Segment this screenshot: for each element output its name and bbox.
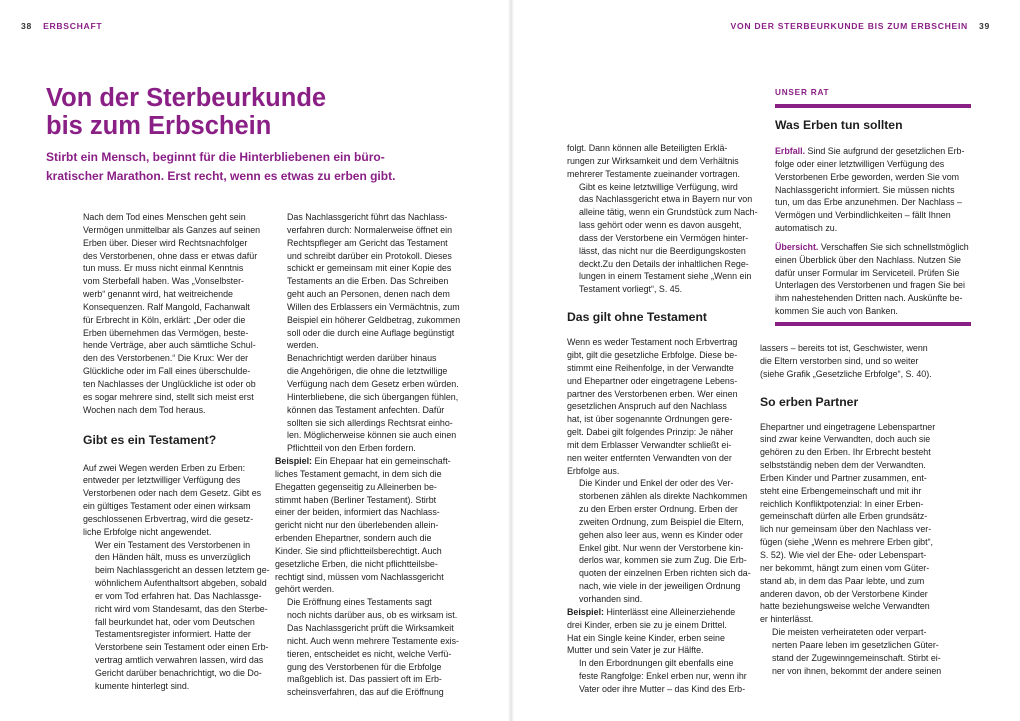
text-line: liches Testament gemacht, in dem sich die bbox=[275, 468, 442, 479]
text-line: feste Rangfolge: Enkel erben nur, wenn ihr bbox=[579, 671, 747, 682]
text-line: Testaments an die Erben. Das Schreiben bbox=[287, 276, 449, 287]
text-line: und Ehepartner oder eingetragene Lebens- bbox=[567, 375, 738, 386]
text-line: tieren, entscheidet es nicht, welche Verfü- bbox=[287, 648, 452, 659]
tip-item-term: Erbfall. bbox=[775, 146, 806, 156]
text-line: Konsequenzen. Ralf Mangold, Fachanwalt bbox=[83, 301, 250, 312]
text-line: nen weiter entfernten Verwandten von der bbox=[567, 452, 732, 463]
example-lines bbox=[275, 468, 455, 596]
body-paragraph bbox=[275, 211, 461, 352]
text-line: In den Erbordnungen gilt ebenfalls eine bbox=[579, 658, 734, 669]
text-line: Enkel gibt. Nur wenn der Verstorbene kin- bbox=[579, 542, 744, 553]
lead-line: kratischer Marathon. Erst recht, wenn es etwas zu erben gibt. bbox=[46, 168, 396, 183]
text-line: Beispiel ein höherer Geldbetrag, zukommen bbox=[287, 314, 461, 325]
text-line: wöhnlichem Aufenthaltsort abgeben, sobald bbox=[95, 578, 267, 589]
body-paragraph bbox=[760, 626, 955, 677]
section-heading: So erben Partner bbox=[760, 394, 859, 409]
text-line: einer der beiden, informiert das Nachlass- bbox=[275, 507, 440, 518]
tip-item-text: Sind Sie aufgrund der gesetzlichen Erb- bbox=[805, 146, 965, 156]
body-paragraph bbox=[567, 657, 747, 696]
text-line: tun, um das Erbe anzunehmen. Der Nachlass – bbox=[775, 197, 962, 208]
text-line: partner des Verstorbenen erben. Wer einen bbox=[567, 388, 738, 399]
text-line: es sogar mehrere sind, stellt sich meist erst bbox=[83, 391, 254, 402]
body-paragraph bbox=[275, 596, 459, 699]
text-line: beim Nachlassgericht an dessen letztem ge- bbox=[95, 565, 270, 576]
text-line: fügen (siehe „Wenn es mehrere Erben gibt“, bbox=[760, 537, 933, 548]
text-line: Erben Kinder und Partner zusammen, ent- bbox=[760, 472, 927, 483]
text-line: Wenn es weder Testament noch Erbvertrag bbox=[567, 337, 738, 348]
text-line: Rechtspfleger am Gericht das Testament bbox=[287, 237, 448, 248]
text-line: ein gültiges Testament oder einen wirksam bbox=[83, 501, 251, 512]
text-line: Die Kinder und Enkel der oder des Ver- bbox=[579, 478, 734, 489]
text-line: und schreibt darüber ein Protokoll. Dieses bbox=[287, 250, 452, 261]
text-line: Das Nachlassgericht prüft die Wirksamkeit bbox=[287, 623, 454, 633]
text-line: Verfügung nach dem Gesetz erben würden. bbox=[287, 378, 459, 389]
text-line: len. Möglicherweise können sie auch einen bbox=[287, 430, 457, 441]
lead-line: Stirbt ein Mensch, beginnt für die Hinterbliebenen ein büro- bbox=[46, 150, 385, 164]
text-line: nach, wie viele in der jeweiligen Ordnung bbox=[579, 581, 741, 592]
text-line: zweiten Ordnung, zum Beispiel die Eltern, bbox=[579, 516, 744, 527]
text-line: die Eltern verstorben sind, und so weiter bbox=[760, 355, 919, 366]
text-line: storbenen zählen als direkte Nachkommen bbox=[579, 491, 748, 502]
body-paragraph bbox=[275, 352, 459, 455]
text-line: gehen also leer aus, wenn es Kinder oder bbox=[579, 529, 743, 540]
text-line: den des Verstorbenen.“ Die Krux: Wer der bbox=[83, 353, 249, 364]
text-line: das Nachlassgericht etwa in Bayern nur von bbox=[579, 194, 753, 205]
text-line: gibt, gilt die gesetzliche Erbfolge. Diese be- bbox=[567, 349, 738, 360]
text-line: steht eine Erbengemeinschaft und mit ihr bbox=[760, 485, 922, 496]
text-line: Das Nachlassgericht führt das Nachlass- bbox=[287, 212, 448, 222]
text-line: stimmt haben (Berliner Testament). Stirbt bbox=[275, 494, 437, 505]
text-line: vorhanden sind. bbox=[579, 594, 643, 604]
text-line: hende Verträge, aber auch sämtliche Schul- bbox=[83, 340, 256, 351]
text-line: lungen in einem Testament siehe „Wenn ein bbox=[579, 271, 752, 282]
tip-item-text: Verschaffen Sie sich schnellstmöglich bbox=[818, 241, 969, 252]
text-line: Auf zwei Wegen werden Erben zu Erben: bbox=[83, 462, 246, 473]
left-running-title: ERBSCHAFT bbox=[43, 21, 103, 31]
text-line: hatte beziehungsweise welche Verwandten bbox=[760, 601, 930, 612]
example-text: Hinterlässt eine Alleinerziehende bbox=[604, 606, 736, 617]
left-page-number: 38 bbox=[21, 21, 32, 31]
text-line: Gibt es keine letztwillige Verfügung, wird bbox=[579, 181, 738, 192]
text-line: (siehe Grafik „Gesetzliche Erbfolge“, S. 40). bbox=[760, 368, 932, 379]
text-line: geschlossenen Erbvertrag, wird die gesetz- bbox=[83, 513, 254, 524]
text-line: Vermögen und Verbindlichkeiten – fällt Ihnen bbox=[775, 210, 951, 221]
right-page-number: 39 bbox=[979, 21, 990, 31]
text-line: Willen des Erblassers ein Vermächtnis, zum bbox=[287, 301, 460, 312]
text-line: liche Erbfolge nicht angewendet. bbox=[83, 526, 212, 537]
tip-item-lines bbox=[775, 158, 975, 235]
text-line: Verstorbene sein Testament oder einen Erb- bbox=[95, 642, 269, 653]
text-line: dass der Verstorbene ein Vermögen hinter- bbox=[579, 232, 749, 243]
text-line: ihm nahestehenden Dritten nach. Auskünfte be- bbox=[775, 293, 963, 304]
text-line: gesetzlichen Anspruch auf den Nachlass bbox=[567, 401, 727, 412]
body-paragraph bbox=[567, 336, 747, 477]
text-line: den Händen hält, muss es unverzüglich bbox=[95, 552, 251, 563]
body-paragraph bbox=[83, 462, 263, 539]
tip-box-top-rule bbox=[775, 104, 971, 108]
text-line: Wochen nach dem Tod heraus. bbox=[83, 404, 206, 415]
text-line: gemeinschaft dürfen alle Erben grundsätz- bbox=[760, 511, 928, 522]
left-running-header bbox=[21, 21, 102, 31]
text-line: mit dem Erblasser Verwandter schließt ei- bbox=[567, 439, 732, 450]
text-line: sollten sie sich allerdings Rechtsrat einho- bbox=[287, 417, 453, 428]
text-line: S. 52). Wie viel der Ehe- oder Lebenspart- bbox=[760, 549, 927, 560]
text-line: folge oder einer letztwilligen Verfügung des bbox=[775, 158, 945, 169]
tip-item-lines bbox=[775, 254, 975, 318]
text-line: mehrerer Testamente zueinander vortragen. bbox=[567, 168, 740, 179]
column-2 bbox=[275, 211, 461, 699]
text-line: Unterlagen des Verstorbenen und fragen Sie bei bbox=[775, 280, 965, 291]
column-3 bbox=[567, 142, 758, 696]
text-line: gericht nicht nur den überlebenden allein- bbox=[275, 520, 439, 531]
section-heading: Gibt es ein Testament? bbox=[83, 432, 217, 447]
article-lead bbox=[46, 148, 406, 185]
text-line: ner von ihnen, bekommt der andere seinen bbox=[772, 665, 942, 676]
text-line: Pflichtteil von den Erben fordern. bbox=[287, 443, 416, 454]
text-line: können das Testament anfechten. Dafür bbox=[287, 404, 445, 415]
text-line: erbenden Ehepartner, sondern auch die bbox=[275, 533, 432, 544]
tip-item-term: Übersicht. bbox=[775, 241, 819, 252]
example-label: Beispiel: bbox=[567, 606, 604, 617]
text-line: Glückliche oder im Fall eines überschulde- bbox=[83, 366, 251, 377]
text-line: Erben über. Dieser wird Rechtsnachfolger bbox=[83, 237, 248, 248]
text-line: selbstständig neben dem der Verwandten. bbox=[760, 460, 926, 471]
text-line: die Angehörigen, die ohne die letztwillige bbox=[287, 366, 448, 377]
text-line: gelt. Dabei gilt folgendes Prinzip: Je näher bbox=[567, 427, 734, 438]
text-line: Verstorbenen Erbe geworden, werden Sie vom bbox=[775, 171, 960, 182]
text-line: Testamentsregister informiert. Hatte der bbox=[95, 629, 251, 640]
body-paragraph bbox=[83, 539, 270, 693]
text-line: kumente hinterlegt sind. bbox=[95, 680, 190, 691]
right-running-header bbox=[731, 21, 990, 31]
text-line: entweder per letztwilliger Verfügung des bbox=[83, 475, 241, 486]
text-line: quoten der einzelnen Erben richten sich da- bbox=[579, 568, 751, 579]
text-line: Benachrichtigt werden darüber hinaus bbox=[287, 353, 437, 364]
text-line: lassers – bereits tot ist, Geschwister, wenn bbox=[760, 343, 928, 353]
text-line: Vermögen unmittelbar als Ganzes auf seinen bbox=[83, 224, 261, 235]
body-paragraph bbox=[567, 142, 747, 181]
text-line: vertrag amtlich verwahren lassen, wird das bbox=[95, 655, 264, 666]
text-line: drei Kinder, erben sie zu je einem Drittel. bbox=[567, 619, 727, 630]
text-line: nicht. Auch wenn mehrere Testamente exis- bbox=[287, 635, 459, 646]
text-line: er hinterlässt. bbox=[760, 614, 814, 625]
text-line: gehören zu den Erben. Ihr Erbrecht besteht bbox=[760, 447, 931, 458]
example-label: Beispiel: bbox=[275, 456, 312, 467]
text-line: ten Nachlasses der Unglückliche ist oder ob bbox=[83, 378, 256, 389]
text-line: für Erbrecht in Köln, erklärt: „Der oder die bbox=[83, 314, 246, 325]
tip-box-label: UNSER RAT bbox=[775, 88, 830, 97]
text-line: werb“ genannt wird, hat weitreichende bbox=[83, 289, 233, 300]
text-line: Nach dem Tod eines Menschen geht sein bbox=[83, 212, 246, 222]
text-line: kommen Sie auch von Banken. bbox=[775, 306, 898, 317]
text-line: anderen davon, ob der Verstorbene Kinder bbox=[760, 588, 928, 599]
text-line: Ehepartner und eingetragene Lebenspartner bbox=[760, 421, 936, 432]
text-line: des Verstorbenen, ohne dass er etwas dafür bbox=[83, 250, 258, 261]
text-line: verfahren durch: Normalerweise öffnet ein bbox=[287, 224, 453, 235]
text-line: schickt er gemeinsam mit einer Kopie des bbox=[287, 263, 452, 274]
text-line: lich nur gemeinsam über den Nachlass ver- bbox=[760, 524, 932, 535]
text-line: vom Sterbefall haben. Was „Vonselbster- bbox=[83, 276, 244, 287]
text-line: Gericht darüber benachrichtigt, wo die Do- bbox=[95, 668, 262, 678]
body-paragraph bbox=[567, 181, 758, 297]
text-line: nerten Paare leben im gesetzlichen Güter- bbox=[772, 639, 939, 650]
tip-item bbox=[775, 145, 975, 235]
text-line: rungen zur Wirksamkeit und dem Verhältnis bbox=[567, 155, 739, 166]
text-line: geht auch an Personen, denen nach dem bbox=[287, 289, 450, 300]
body-paragraph bbox=[760, 342, 955, 381]
text-line: stimmt eine Reihenfolge, in der Verwandte bbox=[567, 362, 734, 373]
tip-box bbox=[775, 117, 975, 318]
text-line: derlos war, kommen sie zum Zug. Die Erb- bbox=[579, 555, 747, 566]
text-line: maßgeblich ist. Das passiert oft im Erb- bbox=[287, 674, 442, 685]
text-line: tun muss. Er muss nicht einmal Kenntnis bbox=[83, 263, 244, 274]
text-line: hat, ist über sogenannte Ordnungen gere- bbox=[567, 414, 733, 425]
text-line: Wer ein Testament des Verstorbenen in bbox=[95, 539, 251, 550]
text-line: stand ab, in dem das Paar lebte, und zum bbox=[760, 575, 925, 586]
article-title bbox=[46, 84, 466, 140]
column-4 bbox=[760, 342, 955, 677]
text-line: werden. bbox=[287, 340, 319, 351]
text-line: Verstorbenen oder nach dem Gesetz. Gibt es bbox=[83, 488, 262, 499]
text-line: Nachlassgericht informiert. Sie müssen nichts bbox=[775, 184, 955, 195]
text-line: richt wird vom Standesamt, das den Sterbe- bbox=[95, 603, 268, 614]
text-line: gung des Verstorbenen für die Erbfolge bbox=[287, 661, 442, 672]
text-line: Hat ein Single keine Kinder, erben seine bbox=[567, 632, 725, 643]
text-line: Kinder. Sie sind pflichtteilsberechtigt. Auch bbox=[275, 545, 442, 556]
text-line: Erbfolge aus. bbox=[567, 465, 620, 476]
text-line: er vom Tod erfahren hat. Das Nachlassge- bbox=[95, 590, 262, 601]
example-lines bbox=[567, 619, 747, 658]
text-line: einen Überblick über den Nachlass. Nutzen Sie bbox=[775, 254, 961, 265]
text-line: Testament vorliegt“, S. 45. bbox=[579, 284, 683, 295]
book-gutter bbox=[508, 0, 514, 721]
text-line: zu den Erben erster Ordnung. Erben der bbox=[579, 504, 738, 515]
text-line: Mutter und sein Vater je zur Hälfte. bbox=[567, 645, 704, 656]
text-line: automatisch zu. bbox=[775, 223, 838, 234]
text-line: scheinsverfahren, das auf die Eröffnung bbox=[287, 687, 444, 698]
body-paragraph bbox=[567, 477, 751, 605]
section-heading: Das gilt ohne Testament bbox=[567, 310, 707, 325]
column-1 bbox=[83, 211, 270, 693]
example-text: Ein Ehepaar hat ein gemeinschaft- bbox=[312, 456, 451, 467]
text-line: ner bekommt, hängt zum einen vom Güter- bbox=[760, 562, 930, 573]
text-line: sind zwar keine Verwandten, doch auch sie bbox=[760, 434, 931, 445]
body-paragraph bbox=[83, 211, 263, 417]
text-line: Die Eröffnung eines Testaments sagt bbox=[287, 597, 432, 608]
text-line: soll oder die durch eine Auflage begünstigt bbox=[287, 327, 455, 338]
text-line: gehört werden. bbox=[275, 584, 335, 595]
text-line: deckt.Zu den Details der inhaltlichen Rege- bbox=[579, 258, 749, 269]
right-running-title: VON DER STERBEURKUNDE BIS ZUM ERBSCHEIN bbox=[730, 21, 968, 31]
tip-box-bottom-rule bbox=[775, 322, 971, 326]
text-line: folgt. Dann können alle Beteiligten Erklä- bbox=[567, 143, 728, 153]
text-line: dafür unser Formular im Serviceteil. Prüfen Sie bbox=[775, 267, 960, 278]
text-line: gesetzliche Erben, die nicht pflichtteilsbe- bbox=[275, 558, 438, 569]
text-line: Ehegatten gegenseitig zu Alleinerben be- bbox=[275, 481, 437, 492]
example-paragraph bbox=[275, 455, 455, 596]
example-paragraph bbox=[567, 606, 747, 657]
text-line: fall beurkundet hat, oder vom Deutschen bbox=[95, 616, 255, 627]
text-line: Die meisten verheirateten oder verpart- bbox=[772, 627, 927, 638]
text-line: stand der Zugewinngemeinschaft. Stirbt ei- bbox=[772, 652, 941, 663]
title-line: bis zum Erbschein bbox=[46, 112, 272, 140]
text-line: alleine tätig, wenn ein Grundstück zum Nach- bbox=[579, 207, 758, 218]
text-line: rechtigt sind, müssen vom Nachlassgericht bbox=[275, 571, 444, 582]
text-line: lässt, das nicht nur die Beerdigungskosten bbox=[579, 245, 746, 256]
tip-box-heading: Was Erben tun sollten bbox=[775, 118, 903, 132]
body-paragraph bbox=[760, 421, 955, 627]
text-line: Erben übernehmen das Vermögen, beste- bbox=[83, 327, 249, 338]
text-line: Hinterbliebene, die sich übergangen fühlen, bbox=[287, 391, 459, 402]
tip-item bbox=[775, 241, 975, 318]
title-line: Von der Sterbeurkunde bbox=[46, 84, 327, 112]
text-line: noch nichts darüber aus, ob es wirksam ist. bbox=[287, 610, 458, 621]
text-line: lass gehört oder wenn es davon ausgeht, bbox=[579, 220, 742, 231]
text-line: Vater oder ihre Mutter – das Kind des Erb- bbox=[579, 683, 746, 694]
text-line: reichlich Konfliktpotenzial: In einer Erben- bbox=[760, 498, 924, 509]
